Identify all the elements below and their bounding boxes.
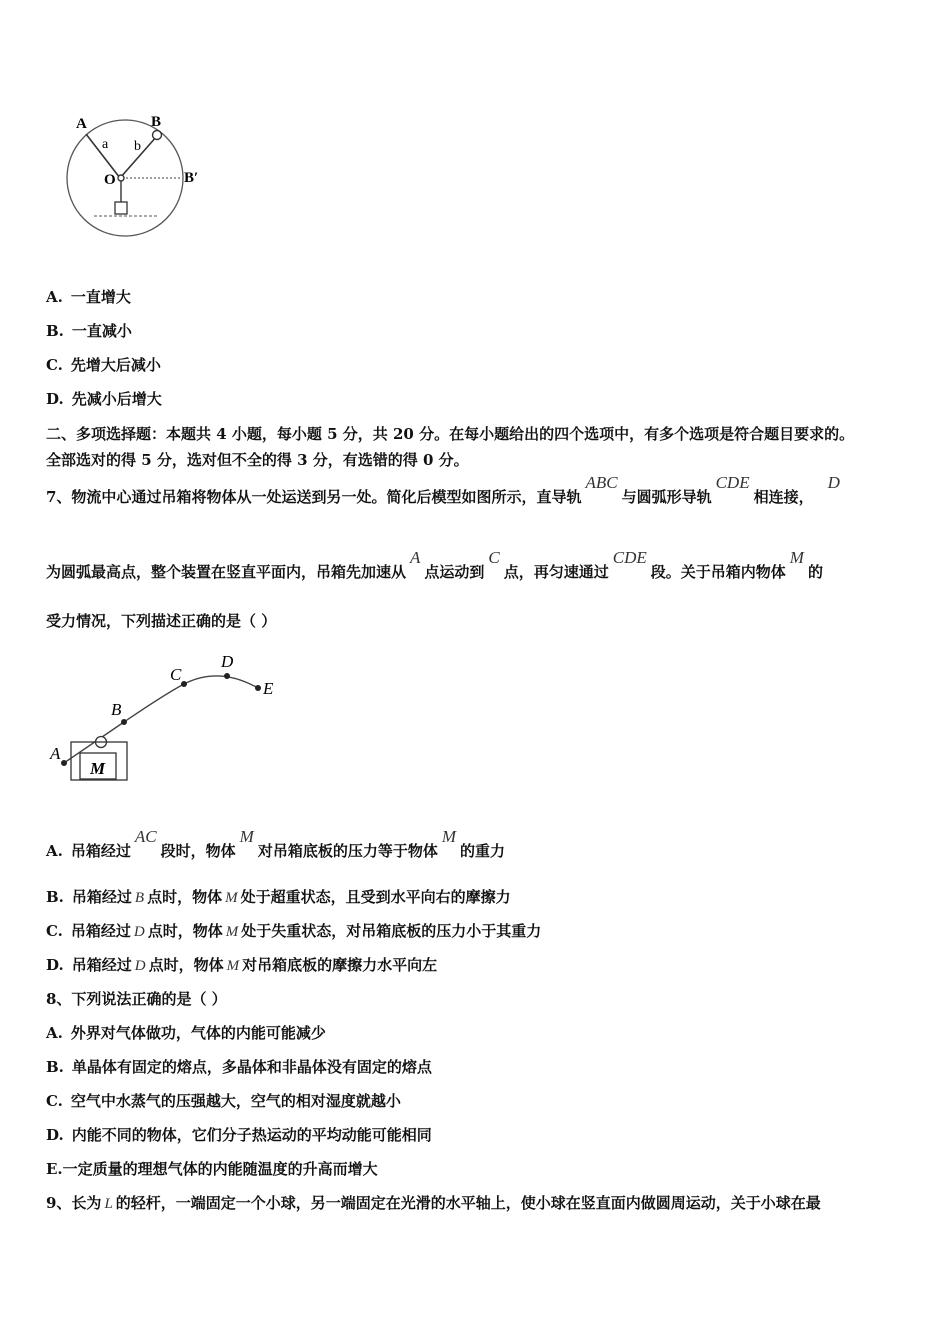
option-text: 吊箱经过 — [71, 956, 132, 974]
math-D: D — [134, 958, 146, 974]
option-text: 外界对气体做功，气体的内能可能减少 — [70, 1024, 326, 1042]
option-letter: D. — [46, 390, 64, 408]
q9-stem — [46, 1192, 821, 1213]
option-text: 对吊箱底板的压力等于物体 — [257, 842, 438, 860]
option-text: 先增大后减小 — [70, 356, 161, 374]
option-letter: C. — [46, 356, 63, 374]
q7-option-c — [46, 920, 541, 941]
q7-stem-line3: 受力情况，下列描述正确的是（ ） — [46, 612, 277, 630]
label-B-prime: B′ — [184, 170, 199, 186]
label-O: O — [104, 172, 116, 188]
option-letter: C. — [46, 1092, 63, 1110]
q7-stem-line2 — [46, 548, 823, 582]
track-CDE — [184, 676, 258, 688]
label-D: D — [221, 652, 234, 671]
math-C: C — [488, 548, 500, 567]
math-D: D — [133, 924, 145, 940]
option-text: 段时，物体 — [160, 842, 236, 860]
point-C — [181, 681, 187, 687]
q8-option-b — [46, 1056, 432, 1077]
option-text: 单晶体有固定的熔点，多晶体和非晶体没有固定的熔点 — [71, 1058, 432, 1076]
option-text: 吊箱经过 — [70, 842, 131, 860]
math-B: B — [134, 890, 145, 906]
option-text: 一定质量的理想气体的内能随温度的升高而增大 — [62, 1160, 378, 1178]
q7-text: 为圆弧最高点，整个装置在竖直平面内，吊箱先加速从 — [46, 563, 407, 581]
option-text: 一直减小 — [71, 322, 132, 340]
q9-text: 9、长为 — [46, 1194, 102, 1212]
option-text: 吊箱经过 — [70, 922, 131, 940]
math-M: M — [225, 890, 238, 906]
option-text: 对吊箱底板的摩擦力水平向左 — [242, 956, 438, 974]
option-text: 一直增大 — [70, 288, 131, 306]
q6-option-c — [46, 354, 161, 375]
q7-text: 段。关于吊箱内物体 — [650, 563, 786, 581]
label-B: B — [111, 700, 122, 719]
option-letter: B. — [46, 1058, 64, 1076]
q7-text: 点运动到 — [424, 563, 485, 581]
option-letter: A. — [46, 288, 63, 306]
option-text: 的重力 — [460, 842, 506, 860]
label-C: C — [170, 665, 182, 684]
math-M: M — [441, 827, 456, 846]
math-AC: AC — [134, 827, 157, 846]
q7-text: 与圆弧形导轨 — [621, 488, 712, 506]
math-M: M — [239, 827, 254, 846]
q8-option-e — [46, 1158, 378, 1179]
q8-option-a — [46, 1022, 326, 1043]
math-M: M — [789, 548, 804, 567]
option-text: 点时，物体 — [148, 956, 224, 974]
label-M: M — [90, 759, 106, 778]
option-letter: B. — [46, 322, 64, 340]
option-text: 点时，物体 — [147, 922, 223, 940]
math-A: A — [410, 548, 421, 567]
math-L: L — [104, 1196, 113, 1212]
label-b: b — [134, 139, 141, 154]
hanging-weight — [115, 202, 127, 214]
q7-option-a — [46, 827, 506, 861]
option-letter: D. — [46, 956, 64, 974]
q8-option-c — [46, 1090, 401, 1111]
math-M: M — [226, 958, 240, 974]
q7-text: 点，再匀速通过 — [503, 563, 609, 581]
option-letter: A. — [46, 842, 63, 860]
q7-stem-line1 — [46, 473, 844, 507]
option-letter: E. — [46, 1160, 63, 1178]
q6-option-d — [46, 388, 162, 409]
point-O — [118, 175, 124, 181]
label-E: E — [263, 679, 274, 698]
point-E — [255, 685, 261, 691]
figure-track-diagram — [44, 650, 294, 790]
option-letter: C. — [46, 922, 63, 940]
section2-heading-line2: 全部选对的得 5 分，选对但不全的得 3 分，有选错的得 0 分。 — [46, 451, 469, 469]
point-B — [153, 131, 162, 140]
option-text: 先减小后增大 — [71, 390, 162, 408]
option-text: 点时，物体 — [147, 888, 223, 906]
label-a: a — [102, 137, 109, 152]
q8-stem: 8、下列说法正确的是（ ） — [46, 990, 227, 1008]
figure-circle-diagram — [60, 108, 220, 240]
label-B: B — [151, 114, 162, 130]
point-A — [61, 760, 67, 766]
math-D: D — [827, 473, 840, 492]
label-A: A — [76, 116, 87, 132]
point-D — [224, 673, 230, 679]
option-letter: B. — [46, 888, 64, 906]
math-ABC: ABC — [585, 473, 618, 492]
section2-heading-line1: 二、多项选择题：本题共 4 小题，每小题 5 分，共 20 分。在每小题给出的四个选项中，有多个选项是符合题目要求的。 — [46, 425, 855, 443]
option-letter: D. — [46, 1126, 64, 1144]
option-text: 处于超重状态，且受到水平向右的摩擦力 — [240, 888, 511, 906]
q7-option-b — [46, 886, 511, 907]
option-text: 内能不同的物体，它们分子热运动的平均动能可能相同 — [71, 1126, 432, 1144]
math-CDE: CDE — [715, 473, 750, 492]
circle-frame — [67, 120, 183, 236]
math-CDE: CDE — [612, 548, 647, 567]
q7-text: 相连接， — [753, 488, 814, 506]
q9-text: 的轻杆，一端固定一个小球，另一端固定在光滑的水平轴上，使小球在竖直面内做圆周运动，关于小球在最 — [115, 1194, 821, 1212]
label-A: A — [50, 744, 61, 763]
q7-text: 7、物流中心通过吊箱将物体从一处运送到另一处。简化后模型如图所示，直导轨 — [46, 488, 582, 506]
math-M: M — [225, 924, 239, 940]
q7-option-d — [46, 954, 437, 975]
option-text: 吊箱经过 — [71, 888, 132, 906]
q7-text: 的 — [807, 563, 823, 581]
option-letter: A. — [46, 1024, 63, 1042]
q8-option-d — [46, 1124, 432, 1145]
option-text: 空气中水蒸气的压强越大，空气的相对湿度就越小 — [70, 1092, 401, 1110]
point-B — [121, 719, 127, 725]
q6-option-a — [46, 286, 131, 307]
q6-option-b — [46, 320, 132, 341]
option-text: 处于失重状态，对吊箱底板的压力小于其重力 — [241, 922, 542, 940]
